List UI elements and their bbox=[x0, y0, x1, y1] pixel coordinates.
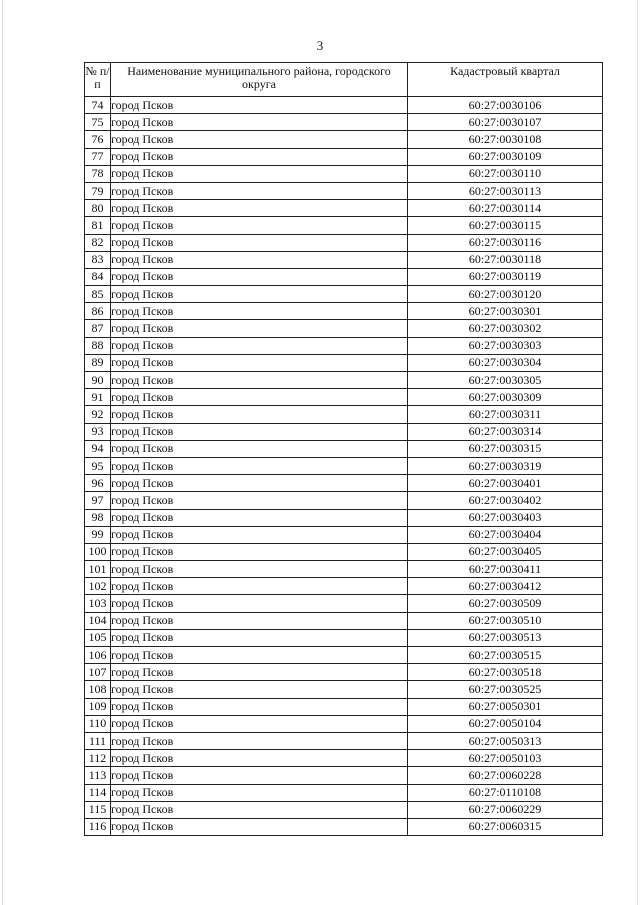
row-number: 101 bbox=[85, 561, 111, 578]
table-body bbox=[85, 97, 603, 836]
row-municipality-name: город Псков bbox=[111, 526, 408, 543]
row-number: 78 bbox=[85, 165, 111, 182]
row-cadastral-quarter: 60:27:0060315 bbox=[408, 818, 603, 835]
table-row bbox=[85, 165, 603, 182]
row-number: 99 bbox=[85, 526, 111, 543]
table-row bbox=[85, 131, 603, 148]
row-cadastral-quarter: 60:27:0030405 bbox=[408, 543, 603, 560]
row-municipality-name: город Псков bbox=[111, 165, 408, 182]
row-municipality-name: город Псков bbox=[111, 578, 408, 595]
table-row bbox=[85, 595, 603, 612]
row-number: 110 bbox=[85, 715, 111, 732]
table-row bbox=[85, 251, 603, 268]
row-cadastral-quarter: 60:27:0030311 bbox=[408, 406, 603, 423]
row-cadastral-quarter: 60:27:0030116 bbox=[408, 234, 603, 251]
row-number: 92 bbox=[85, 406, 111, 423]
row-cadastral-quarter: 60:27:0030314 bbox=[408, 423, 603, 440]
row-cadastral-quarter: 60:27:0030304 bbox=[408, 354, 603, 371]
row-number: 74 bbox=[85, 97, 111, 114]
row-number: 79 bbox=[85, 182, 111, 199]
row-municipality-name: город Псков bbox=[111, 251, 408, 268]
table-row bbox=[85, 526, 603, 543]
row-number: 98 bbox=[85, 509, 111, 526]
table-row bbox=[85, 492, 603, 509]
row-municipality-name: город Псков bbox=[111, 801, 408, 818]
row-cadastral-quarter: 60:27:0030108 bbox=[408, 131, 603, 148]
row-number: 100 bbox=[85, 543, 111, 560]
table-row bbox=[85, 303, 603, 320]
table-row bbox=[85, 406, 603, 423]
row-cadastral-quarter: 60:27:0030115 bbox=[408, 217, 603, 234]
row-municipality-name: город Псков bbox=[111, 320, 408, 337]
row-number: 114 bbox=[85, 784, 111, 801]
row-municipality-name: город Псков bbox=[111, 286, 408, 303]
table-row bbox=[85, 234, 603, 251]
row-number: 86 bbox=[85, 303, 111, 320]
table-row bbox=[85, 612, 603, 629]
row-municipality-name: город Псков bbox=[111, 681, 408, 698]
row-cadastral-quarter: 60:27:0030305 bbox=[408, 372, 603, 389]
table-row bbox=[85, 423, 603, 440]
row-municipality-name: город Псков bbox=[111, 698, 408, 715]
row-number: 108 bbox=[85, 681, 111, 698]
table-row bbox=[85, 457, 603, 474]
row-municipality-name: город Псков bbox=[111, 492, 408, 509]
table-row bbox=[85, 629, 603, 646]
row-municipality-name: город Псков bbox=[111, 337, 408, 354]
table-row bbox=[85, 268, 603, 285]
row-cadastral-quarter: 60:27:0030309 bbox=[408, 389, 603, 406]
row-municipality-name: город Псков bbox=[111, 303, 408, 320]
row-number: 76 bbox=[85, 131, 111, 148]
row-municipality-name: город Псков bbox=[111, 767, 408, 784]
table-row bbox=[85, 509, 603, 526]
row-cadastral-quarter: 60:27:0110108 bbox=[408, 784, 603, 801]
row-cadastral-quarter: 60:27:0050103 bbox=[408, 750, 603, 767]
row-number: 111 bbox=[85, 732, 111, 749]
row-municipality-name: город Псков bbox=[111, 509, 408, 526]
scan-edge-left bbox=[2, 0, 3, 905]
row-municipality-name: город Псков bbox=[111, 389, 408, 406]
row-number: 107 bbox=[85, 664, 111, 681]
header-cadastral-quarter: Кадастровый квартал bbox=[408, 63, 603, 97]
table-row bbox=[85, 561, 603, 578]
row-number: 94 bbox=[85, 440, 111, 457]
row-number: 80 bbox=[85, 200, 111, 217]
table-row bbox=[85, 698, 603, 715]
scan-edge-right bbox=[637, 0, 638, 905]
table-row bbox=[85, 578, 603, 595]
row-municipality-name: город Псков bbox=[111, 612, 408, 629]
row-cadastral-quarter: 60:27:0030412 bbox=[408, 578, 603, 595]
row-municipality-name: город Псков bbox=[111, 354, 408, 371]
row-number: 88 bbox=[85, 337, 111, 354]
row-number: 104 bbox=[85, 612, 111, 629]
row-municipality-name: город Псков bbox=[111, 818, 408, 835]
row-number: 85 bbox=[85, 286, 111, 303]
table-row bbox=[85, 543, 603, 560]
row-municipality-name: город Псков bbox=[111, 217, 408, 234]
row-cadastral-quarter: 60:27:0060229 bbox=[408, 801, 603, 818]
row-number: 109 bbox=[85, 698, 111, 715]
row-number: 91 bbox=[85, 389, 111, 406]
table-row bbox=[85, 286, 603, 303]
table-header-row bbox=[85, 63, 603, 97]
table-row bbox=[85, 200, 603, 217]
row-municipality-name: город Псков bbox=[111, 268, 408, 285]
row-municipality-name: город Псков bbox=[111, 457, 408, 474]
row-cadastral-quarter: 60:27:0030109 bbox=[408, 148, 603, 165]
row-municipality-name: город Псков bbox=[111, 750, 408, 767]
row-municipality-name: город Псков bbox=[111, 629, 408, 646]
table-row bbox=[85, 148, 603, 165]
row-number: 81 bbox=[85, 217, 111, 234]
table-row bbox=[85, 475, 603, 492]
cadastral-quarters-table bbox=[84, 62, 603, 836]
page-number: 3 bbox=[316, 38, 324, 53]
row-number: 102 bbox=[85, 578, 111, 595]
row-cadastral-quarter: 60:27:0030403 bbox=[408, 509, 603, 526]
row-number: 96 bbox=[85, 475, 111, 492]
row-municipality-name: город Псков bbox=[111, 372, 408, 389]
row-number: 95 bbox=[85, 457, 111, 474]
row-municipality-name: город Псков bbox=[111, 440, 408, 457]
table-header bbox=[85, 63, 603, 97]
row-municipality-name: город Псков bbox=[111, 423, 408, 440]
row-municipality-name: город Псков bbox=[111, 595, 408, 612]
row-number: 115 bbox=[85, 801, 111, 818]
row-number: 106 bbox=[85, 647, 111, 664]
table-row bbox=[85, 337, 603, 354]
row-number: 75 bbox=[85, 114, 111, 131]
row-cadastral-quarter: 60:27:0030107 bbox=[408, 114, 603, 131]
row-cadastral-quarter: 60:27:0030110 bbox=[408, 165, 603, 182]
header-municipality-name: Наименование муниципального района, городского округа bbox=[111, 63, 408, 97]
table-row bbox=[85, 647, 603, 664]
row-municipality-name: город Псков bbox=[111, 148, 408, 165]
row-number: 89 bbox=[85, 354, 111, 371]
row-cadastral-quarter: 60:27:0050104 bbox=[408, 715, 603, 732]
row-cadastral-quarter: 60:27:0030411 bbox=[408, 561, 603, 578]
row-municipality-name: город Псков bbox=[111, 647, 408, 664]
row-municipality-name: город Псков bbox=[111, 234, 408, 251]
row-number: 103 bbox=[85, 595, 111, 612]
row-cadastral-quarter: 60:27:0050313 bbox=[408, 732, 603, 749]
table-row bbox=[85, 750, 603, 767]
row-cadastral-quarter: 60:27:0030120 bbox=[408, 286, 603, 303]
row-cadastral-quarter: 60:27:0030509 bbox=[408, 595, 603, 612]
table-row bbox=[85, 801, 603, 818]
table-row bbox=[85, 114, 603, 131]
row-number: 84 bbox=[85, 268, 111, 285]
table-row bbox=[85, 217, 603, 234]
row-cadastral-quarter: 60:27:0030301 bbox=[408, 303, 603, 320]
table-row bbox=[85, 389, 603, 406]
row-number: 87 bbox=[85, 320, 111, 337]
row-number: 113 bbox=[85, 767, 111, 784]
row-municipality-name: город Псков bbox=[111, 131, 408, 148]
row-cadastral-quarter: 60:27:0030315 bbox=[408, 440, 603, 457]
row-cadastral-quarter: 60:27:0030404 bbox=[408, 526, 603, 543]
table-row bbox=[85, 681, 603, 698]
table-row bbox=[85, 818, 603, 835]
row-municipality-name: город Псков bbox=[111, 182, 408, 199]
row-municipality-name: город Псков bbox=[111, 200, 408, 217]
table-row bbox=[85, 182, 603, 199]
row-cadastral-quarter: 60:27:0030525 bbox=[408, 681, 603, 698]
row-municipality-name: город Псков bbox=[111, 732, 408, 749]
row-number: 112 bbox=[85, 750, 111, 767]
row-number: 97 bbox=[85, 492, 111, 509]
row-cadastral-quarter: 60:27:0030401 bbox=[408, 475, 603, 492]
row-number: 105 bbox=[85, 629, 111, 646]
row-cadastral-quarter: 60:27:0050301 bbox=[408, 698, 603, 715]
row-municipality-name: город Псков bbox=[111, 664, 408, 681]
row-cadastral-quarter: 60:27:0030513 bbox=[408, 629, 603, 646]
row-cadastral-quarter: 60:27:0030402 bbox=[408, 492, 603, 509]
table-row bbox=[85, 664, 603, 681]
table-row bbox=[85, 784, 603, 801]
row-number: 83 bbox=[85, 251, 111, 268]
row-cadastral-quarter: 60:27:0030113 bbox=[408, 182, 603, 199]
row-cadastral-quarter: 60:27:0030303 bbox=[408, 337, 603, 354]
header-number: № п/п bbox=[85, 63, 111, 97]
table-row bbox=[85, 320, 603, 337]
row-cadastral-quarter: 60:27:0030118 bbox=[408, 251, 603, 268]
table-row bbox=[85, 715, 603, 732]
row-municipality-name: город Псков bbox=[111, 543, 408, 560]
row-cadastral-quarter: 60:27:0060228 bbox=[408, 767, 603, 784]
row-number: 116 bbox=[85, 818, 111, 835]
row-municipality-name: город Псков bbox=[111, 561, 408, 578]
row-cadastral-quarter: 60:27:0030319 bbox=[408, 457, 603, 474]
table-row bbox=[85, 97, 603, 114]
table-row bbox=[85, 767, 603, 784]
row-municipality-name: город Псков bbox=[111, 475, 408, 492]
row-number: 90 bbox=[85, 372, 111, 389]
table-row bbox=[85, 732, 603, 749]
row-municipality-name: город Псков bbox=[111, 114, 408, 131]
row-municipality-name: город Псков bbox=[111, 784, 408, 801]
row-municipality-name: город Псков bbox=[111, 97, 408, 114]
row-cadastral-quarter: 60:27:0030510 bbox=[408, 612, 603, 629]
row-cadastral-quarter: 60:27:0030106 bbox=[408, 97, 603, 114]
row-cadastral-quarter: 60:27:0030302 bbox=[408, 320, 603, 337]
table-row bbox=[85, 354, 603, 371]
row-municipality-name: город Псков bbox=[111, 406, 408, 423]
row-cadastral-quarter: 60:27:0030114 bbox=[408, 200, 603, 217]
row-municipality-name: город Псков bbox=[111, 715, 408, 732]
row-number: 77 bbox=[85, 148, 111, 165]
row-number: 93 bbox=[85, 423, 111, 440]
table-row bbox=[85, 372, 603, 389]
row-cadastral-quarter: 60:27:0030119 bbox=[408, 268, 603, 285]
row-cadastral-quarter: 60:27:0030515 bbox=[408, 647, 603, 664]
row-number: 82 bbox=[85, 234, 111, 251]
row-cadastral-quarter: 60:27:0030518 bbox=[408, 664, 603, 681]
table-row bbox=[85, 440, 603, 457]
